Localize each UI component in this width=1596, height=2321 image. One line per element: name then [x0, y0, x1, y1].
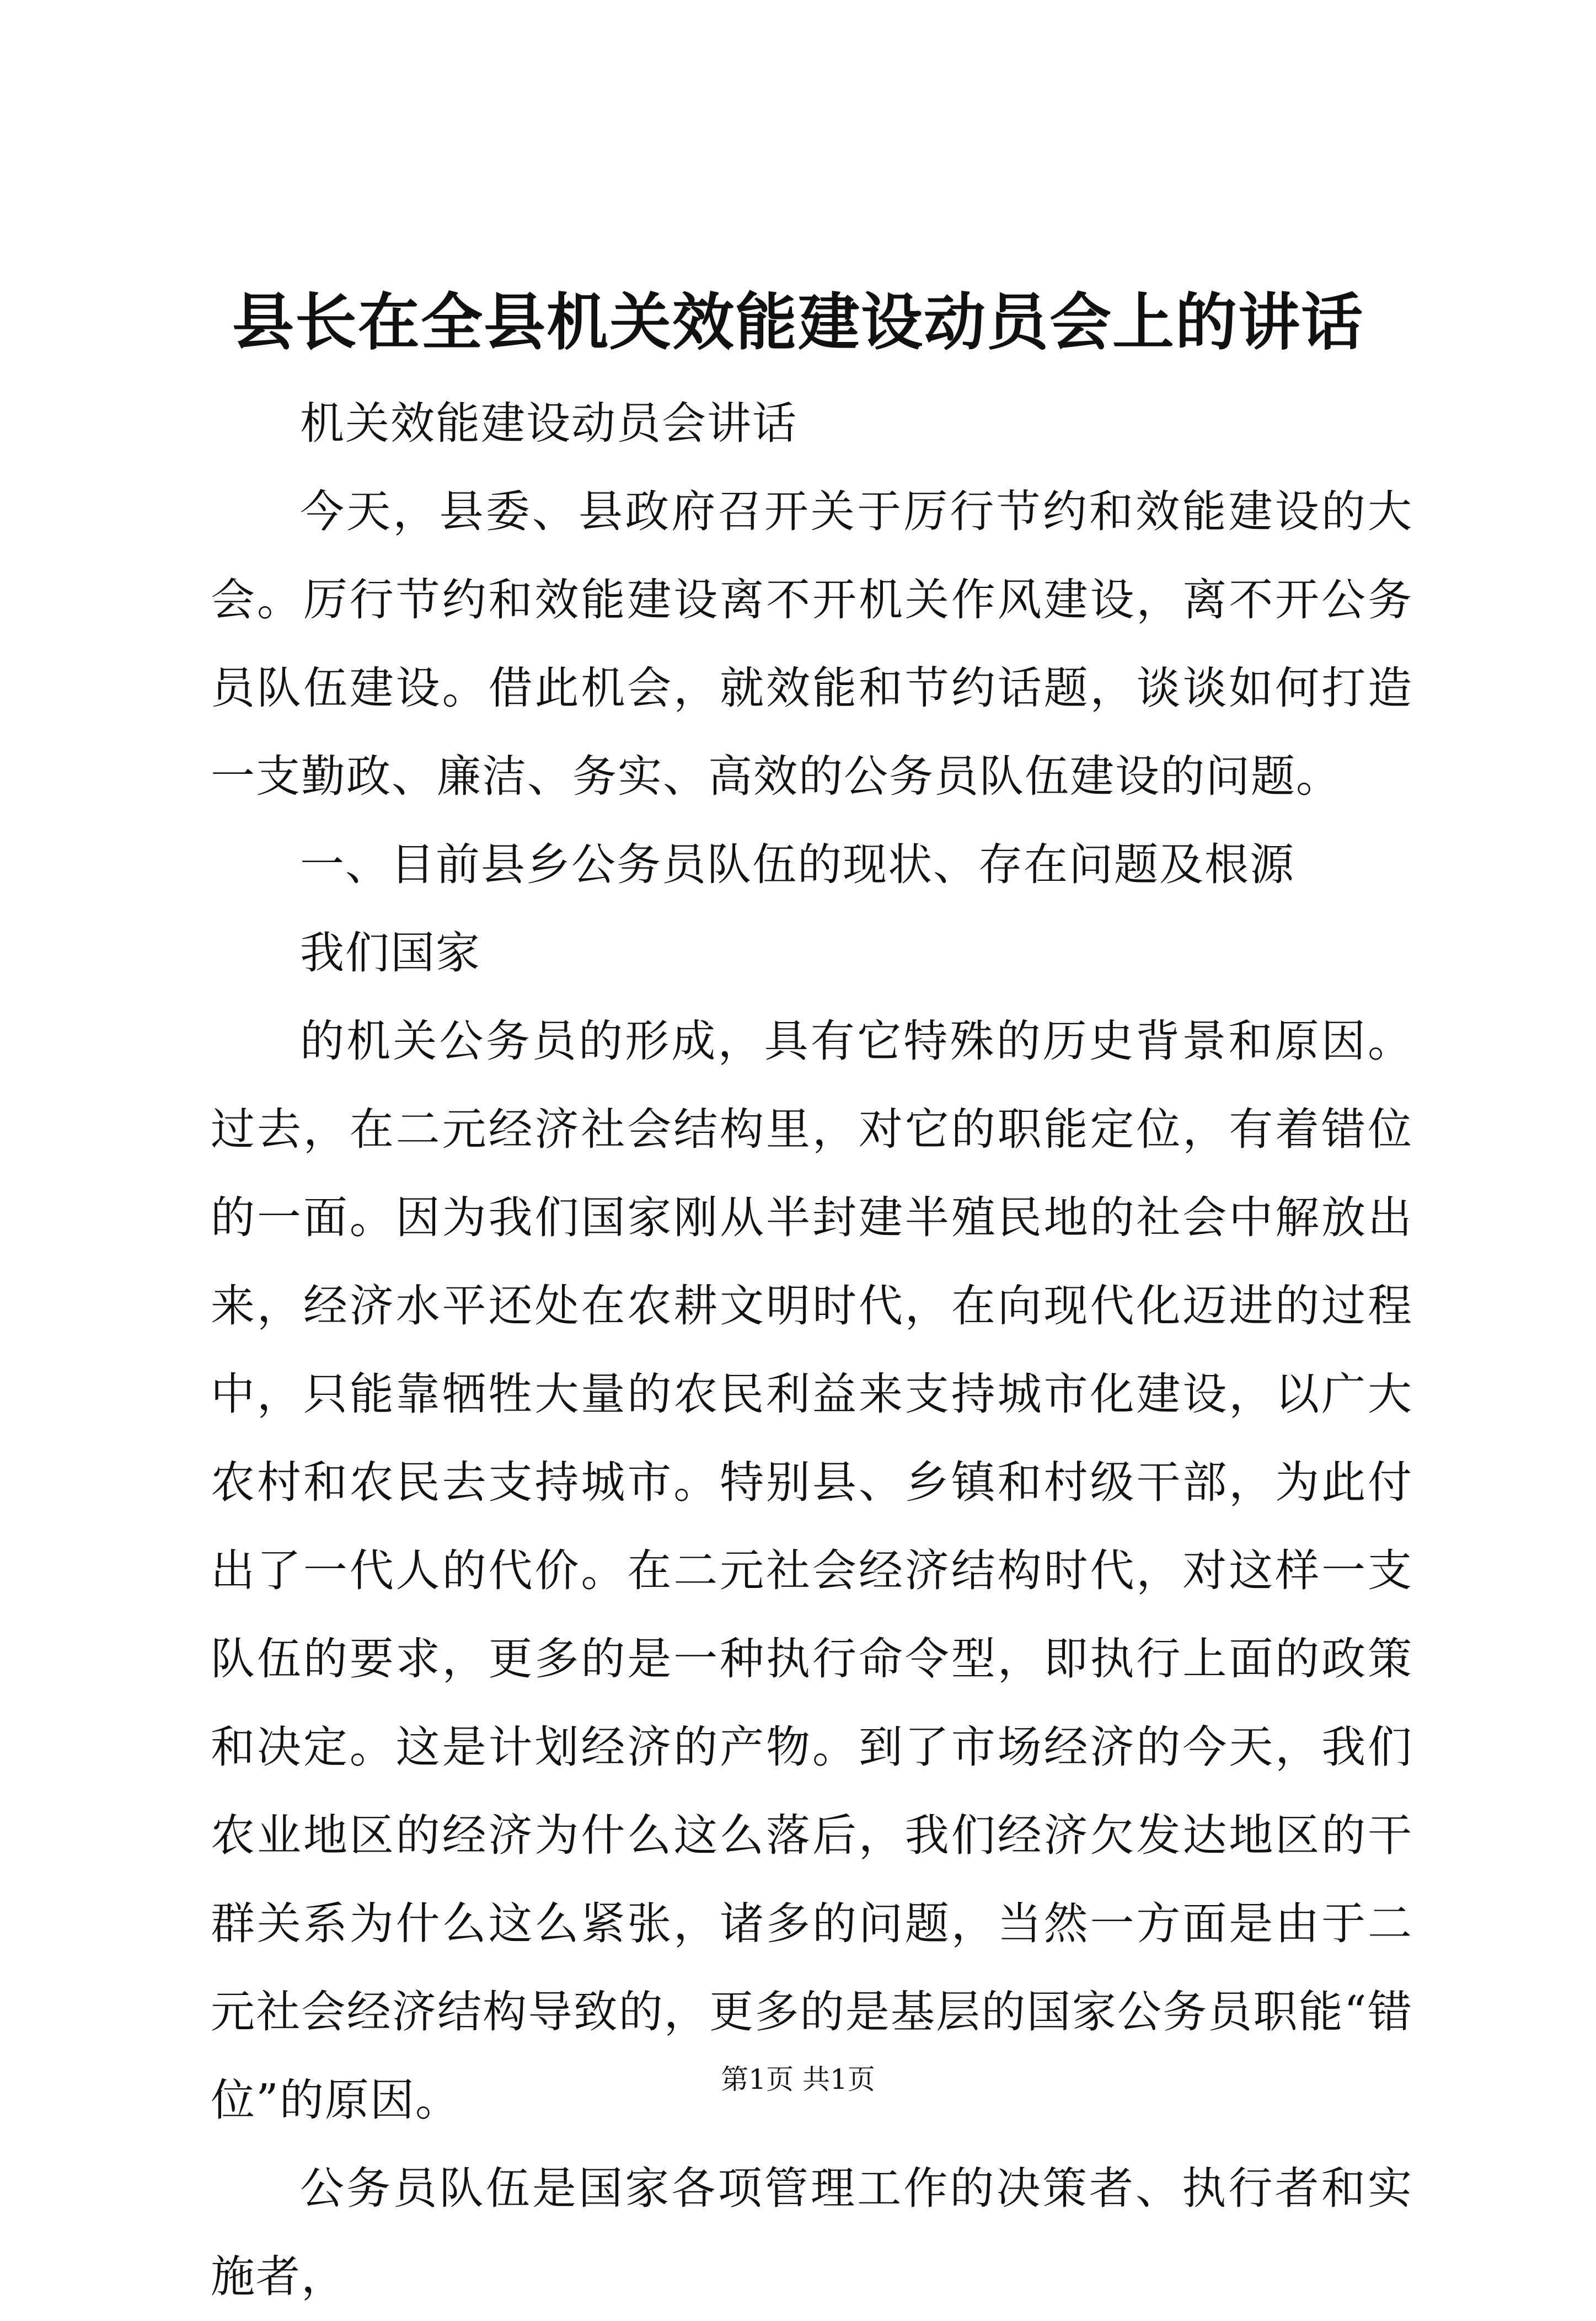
paragraph-subtitle: 机关效能建设动员会讲话	[300, 398, 797, 449]
paragraph-section-heading: 一、目前县乡公务员队伍的现状、存在问题及根源	[300, 839, 1295, 890]
paragraph-opening: 今天，县委、县政府召开关于厉行节约和效能建设的大会。厉行节约和效能建设离不开机关作风建设，离不开公务员队伍建设。借此机会，就效能和节约话题，谈谈如何打造一支勤政、廉洁、务实、高效的公务员队伍建设的问题。	[211, 486, 1413, 802]
paragraph-continuation: 公务员队伍是国家各项管理工作的决策者、执行者和实施者，	[211, 2163, 1413, 2302]
document-title: 县长在全县机关效能建设动员会上的讲话	[232, 286, 1364, 359]
paragraph-fragment: 我们国家	[300, 927, 481, 978]
paragraph-history: 的机关公务员的形成，具有它特殊的历史背景和原因。过去，在二元经济社会结构里，对它的职能定位，有着错位的一面。因为我们国家刚从半封建半殖民地的社会中解放出来，经济水平还处在农耕文明时代，在向现代化迈进的过程中，只能靠牺牲大量的农民利益来支持城市化建设，以广大农村和农民去支持城市。特别县、乡镇和村级干部，为此付出了一代人的代价。在二元社会经济结构时代，对这样一支队伍的要求，更多的是一种执行命令型，即执行上面的政策和决定。这是计划经济的产物。到了市场经济的今天，我们农业地区的经济为什么这么落后，我们经济欠发达地区的干群关系为什么这么紧张，诸多的问题，当然一方面是由于二元社会经济结构导致的，更多的是基层的国家公务员职能“错位”的原因。	[211, 1015, 1413, 2126]
page-number-footer: 第1页 共1页	[721, 2063, 875, 2095]
document-body	[211, 379, 1413, 2321]
